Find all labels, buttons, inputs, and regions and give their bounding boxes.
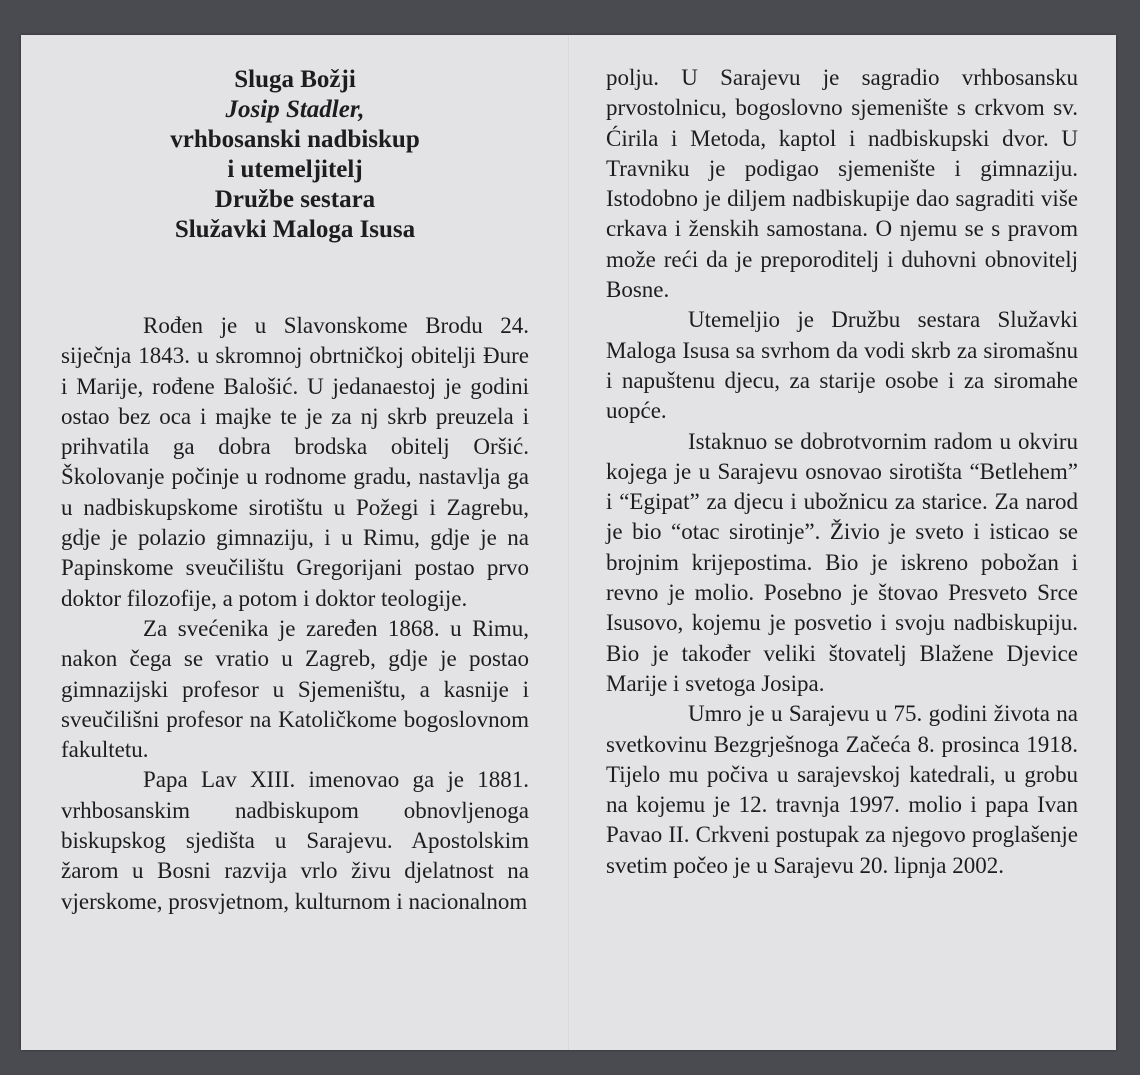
heading-line-congregation: Družbe sestara	[214, 186, 376, 213]
paragraph-charity: Istaknuo se dobrotvornim radom u okviru kojega je u Sarajevu osnovao sirotišta “Betlehem” i “Egipat” za djecu i ubožnicu za starice. Za narod je bio “otac sirotinje”. Živio je sveto i isticao se brojnim krijepostima. Bio je iskreno pobožan i revno je molio. Posebno je štovao Presveto Srce Isusovo, kojemu je posvetio i svoju nadbiskupiju. Bio je također veliki štovatelj Blažene Djevice Marije i svetoga Josipa.	[606, 428, 1078, 696]
heading-line-role: vrhbosanski nadbiskup	[170, 126, 420, 153]
heading-line-congregation-name: Služavki Maloga Isusa	[174, 216, 416, 243]
memorial-card	[21, 35, 1116, 1050]
card-heading	[61, 65, 529, 245]
paragraph-birth: Rođen je u Slavonskome Brodu 24. siječnja 1843. u skromnoj obrtničkoj obitelji Đure i Marije, rođene Balošić. U jedanaestoj je godini ostao bez oca i majke te je za nj skrb preuzela i prihvatila ga dobra brodska obitelj Oršić. Školovanje počinje u rodnome gradu, nastavlja ga u nadbiskupskome sirotištu u Požegi i Zagrebu, gdje je polazio gimnaziju, i u Rimu, gdje je na Papinskome sveučilištu Gregorijani postao prvo doktor filozofije, a potom i doktor teologije.	[61, 313, 529, 611]
left-column	[61, 311, 529, 917]
heading-line-name: Josip Stadler,	[225, 96, 365, 123]
paragraph-ordination: Za svećenika je zaređen 1868. u Rimu, nakon čega se vratio u Zagreb, gdje je postao gimnazijski profesor u Sjemeništu, a kasnije i sveučilišni profesor na Katoličkome bogoslovnom fakultetu.	[61, 615, 529, 763]
paragraph-death: Umro je u Sarajevu u 75. godini života na svetkovinu Bezgrješnoga Začeća 8. prosinca 1918. Tijelo mu počiva u sarajevskoj katedrali, u grobu na kojemu je 12. travnja 1997. molio i papa Ivan Pavao II. Crkveni postupak za njegovo proglašenje svetim počeo je u Sarajevu 20. lipnja 2002.	[606, 701, 1078, 878]
heading-line-title: Sluga Božji	[234, 66, 356, 93]
heading-line-founder: i utemeljitelj	[227, 156, 363, 183]
paragraph-archbishop: Papa Lav XIII. imenovao ga je 1881. vrhbosanskim nadbiskupom obnovljenoga biskupskog sjedišta u Sarajevu. Apostolskim žarom u Bosni razvija vrlo živu djelatnost na vjerskome, prosvjetnom, kulturnom i nacionalnom	[61, 767, 529, 914]
right-column	[606, 63, 1078, 881]
paragraph-congregation: Utemeljio je Družbu sestara Služavki Maloga Isusa sa svrhom da vodi skrb za siromašnu i napuštenu djecu, za starije osobe i za siromahe uopće.	[606, 307, 1078, 424]
card-fold-line	[568, 35, 570, 1050]
paragraph-works: polju. U Sarajevu je sagradio vrhbosansku prvostolnicu, bogoslovno sjemenište s crkvom sv. Ćirila i Metoda, kaptol i nadbiskupski dvor. U Travniku je podigao sjemenište i gimnaziju. Istodobno je diljem nadbiskupije dao sagraditi više crkava i ženskih samostana. O njemu se s pravom može reći da je preporoditelj i duhovni obnovitelj Bosne.	[606, 65, 1078, 303]
